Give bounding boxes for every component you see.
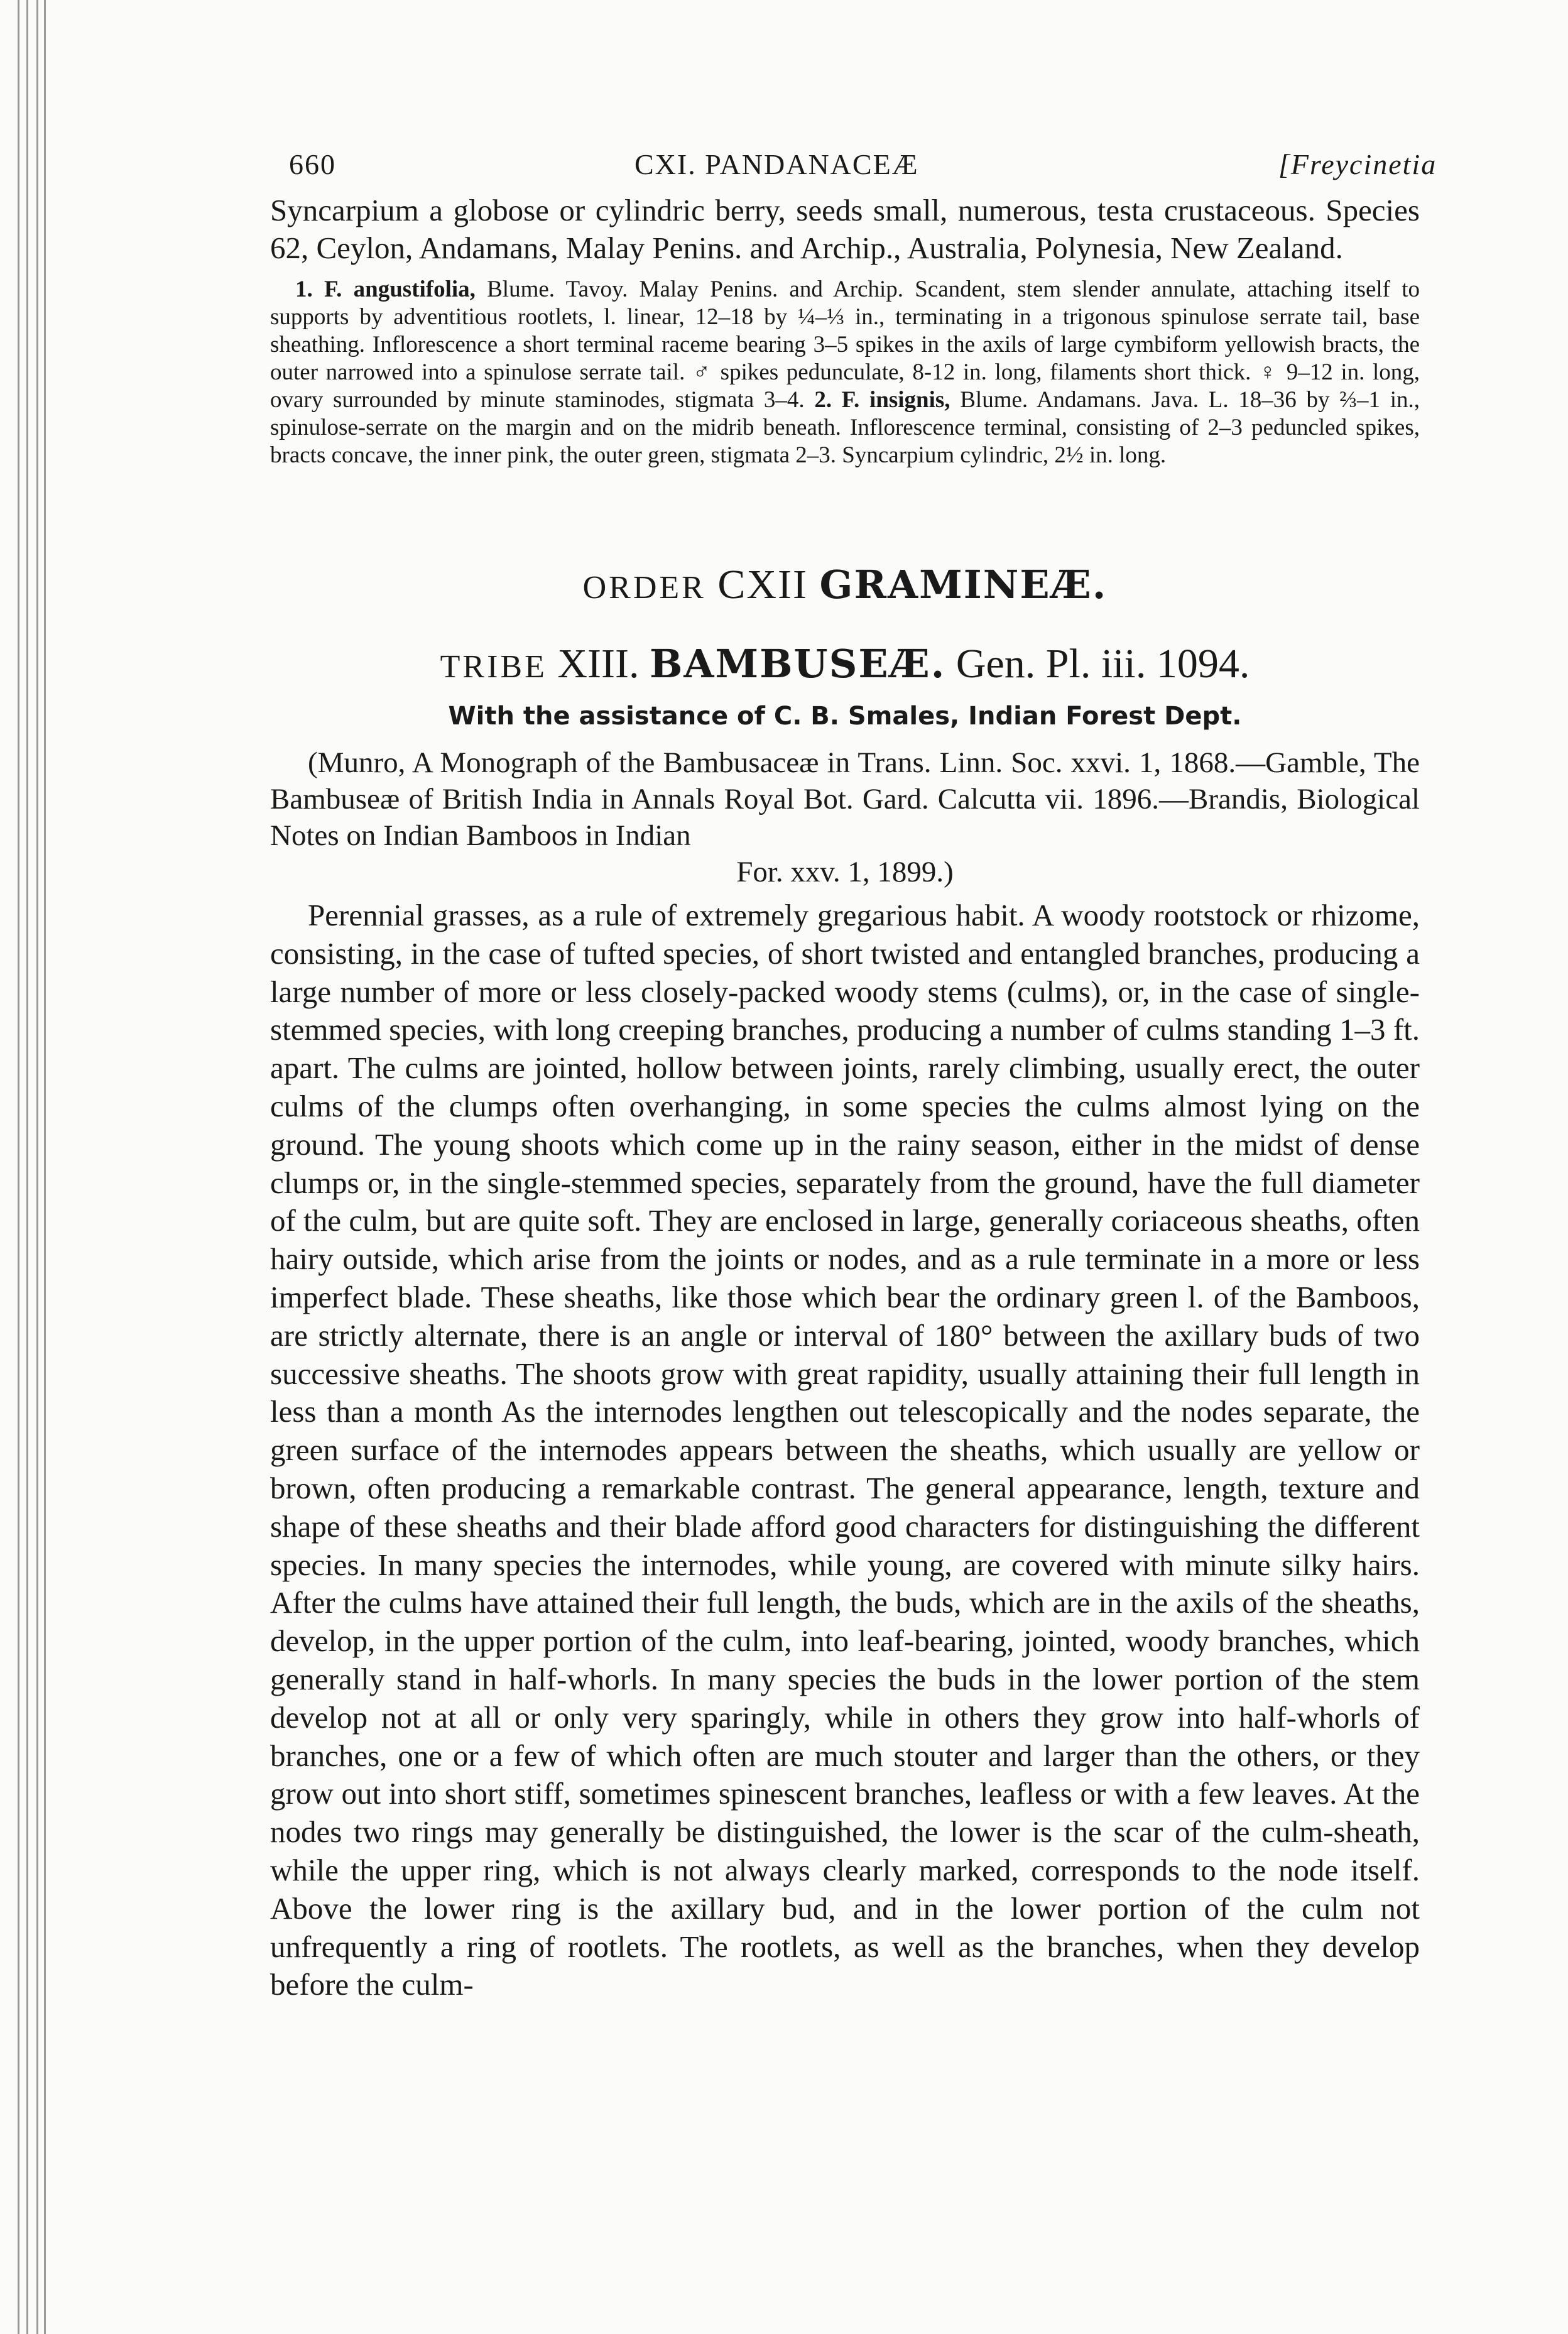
tribe-reference: Gen. Pl. iii. 1094. <box>956 641 1250 687</box>
references-last-line: For. xxv. 1, 1899.) <box>736 856 954 888</box>
intro-paragraph: Syncarpium a globose or cylindric berry, seeds small, numerous, testa crustaceous. Species 62, Ceylon, Andamans, Malay Penins. and Archip., Australia, Polynesia, New Zealand. <box>270 193 1420 265</box>
species-paragraph <box>270 276 1420 469</box>
book-page <box>270 148 1437 2004</box>
main-description: Perennial grasses, as a rule of extremely gregarious habit. A woody rootstock or rhizome, consisting, in the case of tufted species, of short twisted and entangled branches, producing a large number of more or less closely-packed woody stems (culms), or, in the case of single-stemmed species, with long creeping branches, producing a number of culms standing 1–3 ft. apart. The culms are jointed, hollow between joints, rarely climbing, usually erect, the outer culms of the clumps often overhanging, in some species the culms almost lying on the ground. The young shoots which come up in the rainy season, either in the midst of dense clumps or, in the single-stemmed species, separately from the ground, have the full diameter of the culm, but are quite soft. They are enclosed in large, generally coriaceous sheaths, often hairy outside, which arise from the joints or nodes, and as a rule terminate in a more or less imperfect blade. These sheaths, like those which bear the ordinary green l. of the Bamboos, are strictly alternate, there is an angle or interval of 180° between the axillary buds of two successive sheaths. The shoots grow with great rapidity, usually attaining their full length in less than a month As the internodes lengthen out telescopically and the nodes separate, the green surface of the internodes appears between the sheaths, which usually are yellow or brown, often producing a remarkable contrast. The general appearance, length, texture and shape of these sheaths and their blade afford good characters for distinguishing the different species. In many species the internodes, while young, are covered with minute silky hairs. After the culms have attained their full length, the buds, which are in the axils of the sheaths, develop, in the upper portion of the culm, into leaf-bearing, jointed, woody branches, which generally stand in half-whorls. In many species the buds in the lower portion of the stem develop not at all or only very sparingly, while in others they grow into half-whorls of branches, one or a few of which often are much stouter and larger than the others, or they grow out into short stiff, sometimes spinescent branches, leafless or with a few leaves. At the nodes two rings may generally be distinguished, the lower is the scar of the culm-sheath, while the upper ring, which is not always clearly marked, corresponds to the node itself. Above the lower ring is the axillary bud, and in the lower portion of the culm not unfrequently a ring of rootlets. The rootlets, as well as the branches, when they develop before the culm- <box>270 898 1420 2002</box>
species-2-text: Blume. Andamans. Java. L. 18–36 by ⅔–1 in., spinulose-serrate on the margin and on the midrib beneath. Inflorescence terminal, consisting of 2–3 peduncled spikes, bracts concave, the inner pink, the outer green, stigmata 2–3. Syncarpium cylindric, 2½ in. long. <box>270 387 1420 468</box>
order-numeral: CXII <box>717 562 808 608</box>
running-title: CXI. PANDANACEÆ <box>634 148 919 180</box>
order-prefix: ORDER <box>582 570 706 606</box>
tribe-name: BAMBUSEÆ. <box>649 641 946 687</box>
tribe-heading <box>270 640 1420 688</box>
assistance-credit: With the assistance of C. B. Smales, Indian Forest Dept. <box>448 702 1242 731</box>
references <box>270 744 1420 890</box>
species-notes <box>270 276 1420 469</box>
genus-description-end <box>270 192 1420 267</box>
page-number: 660 <box>289 148 336 180</box>
species-1-name: 1. F. angustifolia, <box>295 276 476 302</box>
species-2-name: 2. F. insignis, <box>814 387 950 413</box>
page-binding-edge <box>0 0 63 2334</box>
order-name: GRAMINEÆ. <box>819 562 1108 608</box>
species-1-text: Blume. Tavoy. Malay Penins. and Archip. Scandent, stem slender annulate, attaching itself to supports by adventitious rootlets, l. linear, 12–18 by ¼–⅓ in., terminating in a trigonous spinulose serrate tail, base sheathing. Inflorescence a short terminal raceme bearing 3–5 spikes in the axils of large cymbiform yellowish bracts, the outer narrowed into a spinulose serrate tail. ♂ spikes pedunculate, 8-12 in. long, filaments short thick. ♀ 9–12 in. long, ovary surrounded by minute staminodes, stigmata 3–4. <box>270 276 1420 413</box>
running-genus: [Freycinetia <box>1278 148 1437 180</box>
order-heading <box>270 561 1420 609</box>
running-head <box>270 148 1437 192</box>
references-text: (Munro, A Monograph of the Bambusaceæ in Trans. Linn. Soc. xxvi. 1, 1868.—Gamble, The Bambuseæ of British India in Annals Royal Bot. Gard. Calcutta vii. 1896.—Brandis, Biological Notes on Indian Bamboos in Indian <box>270 746 1420 852</box>
tribe-prefix: TRIBE <box>440 649 547 685</box>
tribe-numeral: XIII. <box>557 641 640 687</box>
